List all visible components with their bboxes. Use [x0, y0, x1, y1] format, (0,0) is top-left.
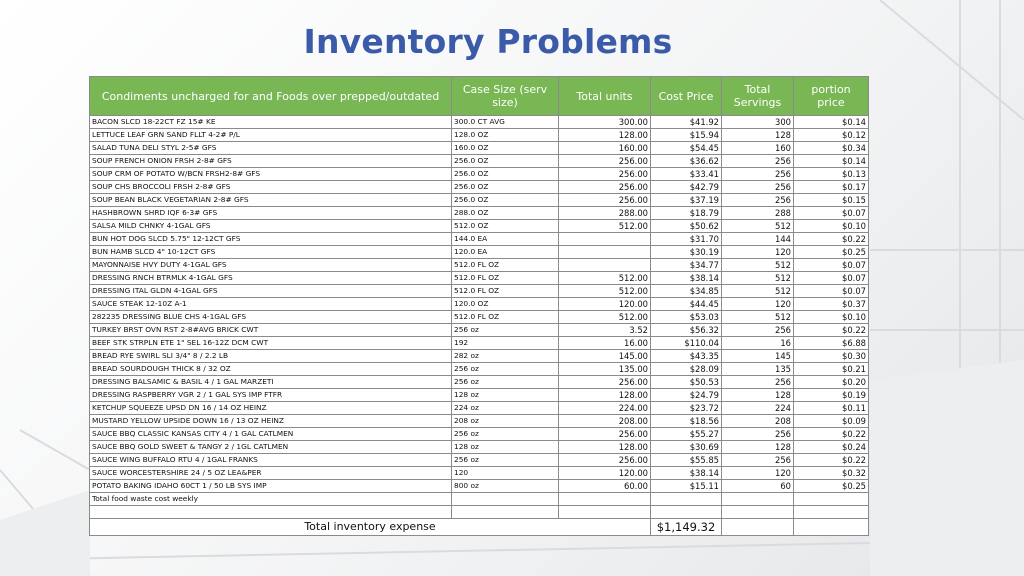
cell-total-units: 208.00: [559, 415, 651, 428]
cell-case-size: [452, 493, 559, 506]
cell-case-size: 256 oz: [452, 376, 559, 389]
table-row: [90, 207, 869, 220]
cell-total-units: 256.00: [559, 428, 651, 441]
col-header-total-servings: Total Servings: [722, 77, 794, 116]
cell-item-name: LETTUCE LEAF GRN SAND FLLT 4-2# P/L: [90, 129, 452, 142]
cell-total-units: 512.00: [559, 220, 651, 233]
cell-total-servings: 512: [722, 285, 794, 298]
col-header-total-units: Total units: [559, 77, 651, 116]
cell-case-size: 256.0 OZ: [452, 181, 559, 194]
cell-total-units: 3.52: [559, 324, 651, 337]
cell-item-name: SAUCE WING BUFFALO RTU 4 / 1GAL FRANKS: [90, 454, 452, 467]
table-row: [90, 155, 869, 168]
cell-total-units: 512.00: [559, 272, 651, 285]
cell-total-units: 128.00: [559, 389, 651, 402]
cell-portion-price: $0.22: [794, 428, 869, 441]
cell-total-units: 160.00: [559, 142, 651, 155]
cell-total-units: [559, 493, 651, 506]
cell-item-name: MAYONNAISE HVY DUTY 4-1GAL GFS: [90, 259, 452, 272]
cell-total-servings: 144: [722, 233, 794, 246]
table-row: [90, 350, 869, 363]
cell-total-servings: 512: [722, 311, 794, 324]
cell-cost-price: $56.32: [651, 324, 722, 337]
cell-case-size: 120.0 OZ: [452, 298, 559, 311]
cell-portion-price: $0.13: [794, 168, 869, 181]
table-row: [90, 415, 869, 428]
cell-item-name: POTATO BAKING IDAHO 60CT 1 / 50 LB SYS IMP: [90, 480, 452, 493]
cell-item-name: SALAD TUNA DELI STYL 2-5# GFS: [90, 142, 452, 155]
cell-case-size: 224 oz: [452, 402, 559, 415]
table-row: [90, 480, 869, 493]
cell-item-name: SAUCE BBQ GOLD SWEET & TANGY 2 / 1GL CATLMEN: [90, 441, 452, 454]
cell-portion-price: [794, 493, 869, 506]
total-row: [90, 519, 869, 536]
cell-item-name: BUN HAMB SLCD 4" 10-12CT GFS: [90, 246, 452, 259]
cell-item-name: HASHBROWN SHRD IQF 6-3# GFS: [90, 207, 452, 220]
cell-portion-price: $0.22: [794, 233, 869, 246]
cell-portion-price: $0.07: [794, 272, 869, 285]
cell-cost-price: $15.94: [651, 129, 722, 142]
table-row: [90, 363, 869, 376]
cell-case-size: 256 oz: [452, 363, 559, 376]
col-header-cost-price: Cost Price: [651, 77, 722, 116]
cell-case-size: 512.0 FL OZ: [452, 285, 559, 298]
cell-total-units: 128.00: [559, 441, 651, 454]
table-row: [90, 116, 869, 129]
table-row: [90, 311, 869, 324]
cell-cost-price: $41.92: [651, 116, 722, 129]
cell-cost-price: $31.70: [651, 233, 722, 246]
cell-portion-price: $0.09: [794, 415, 869, 428]
cell-total-servings: 128: [722, 441, 794, 454]
table-row: [90, 233, 869, 246]
cell-total-servings: 60: [722, 480, 794, 493]
cell-portion-price: $0.10: [794, 311, 869, 324]
cell-cost-price: $37.19: [651, 194, 722, 207]
cell-total-units: 512.00: [559, 311, 651, 324]
cell-total-servings: 160: [722, 142, 794, 155]
cell-item-name: DRESSING RNCH BTRMLK 4-1GAL GFS: [90, 272, 452, 285]
cell-total-servings: 128: [722, 129, 794, 142]
cell-item-name: Total food waste cost weekly: [90, 493, 452, 506]
cell-item-name: BREAD RYE SWIRL SLI 3/4" 8 / 2.2 LB: [90, 350, 452, 363]
cell-portion-price: $0.07: [794, 285, 869, 298]
cell-total-units: 256.00: [559, 454, 651, 467]
cell-portion-price: $0.32: [794, 467, 869, 480]
cell-portion-price: $0.20: [794, 376, 869, 389]
cell-total-units: [559, 233, 651, 246]
table-row: [90, 467, 869, 480]
cell-total-units: 256.00: [559, 376, 651, 389]
cell-item-name: BUN HOT DOG SLCD 5.75" 12-12CT GFS: [90, 233, 452, 246]
cell-portion-price: $0.19: [794, 389, 869, 402]
cell-total-units: 145.00: [559, 350, 651, 363]
table-row: [90, 337, 869, 350]
cell-case-size: 256 oz: [452, 454, 559, 467]
col-header-portion-price: portion price: [794, 77, 869, 116]
empty-cell: [559, 506, 651, 519]
cell-case-size: 300.0 CT AVG: [452, 116, 559, 129]
cell-total-units: 120.00: [559, 298, 651, 311]
cell-total-units: 256.00: [559, 168, 651, 181]
slide-title: Inventory Problems: [303, 22, 673, 61]
cell-portion-price: $0.22: [794, 454, 869, 467]
cell-total-servings: 135: [722, 363, 794, 376]
cell-item-name: TURKEY BRST OVN RST 2-8#AVG BRICK CWT: [90, 324, 452, 337]
cell-item-name: KETCHUP SQUEEZE UPSD DN 16 / 14 OZ HEINZ: [90, 402, 452, 415]
cell-total-units: 256.00: [559, 194, 651, 207]
table-row: [90, 428, 869, 441]
cell-total-servings: 300: [722, 116, 794, 129]
col-header-item: Condiments uncharged for and Foods over prepped/outdated: [90, 77, 452, 116]
table-header-row: [90, 77, 869, 116]
cell-total-units: 16.00: [559, 337, 651, 350]
cell-cost-price: $50.62: [651, 220, 722, 233]
cell-portion-price: $0.07: [794, 207, 869, 220]
table-row: [90, 220, 869, 233]
table-body: [90, 116, 869, 536]
cell-case-size: 512.0 FL OZ: [452, 259, 559, 272]
cell-portion-price: $0.22: [794, 324, 869, 337]
inventory-table: [89, 76, 869, 536]
cell-cost-price: $53.03: [651, 311, 722, 324]
cell-cost-price: $36.62: [651, 155, 722, 168]
cell-total-servings: 208: [722, 415, 794, 428]
cell-case-size: 800 oz: [452, 480, 559, 493]
cell-item-name: DRESSING RASPBERRY VGR 2 / 1 GAL SYS IMP FTFR: [90, 389, 452, 402]
table-row: [90, 181, 869, 194]
cell-total-servings: 512: [722, 272, 794, 285]
empty-cell: [722, 506, 794, 519]
table-row: [90, 493, 869, 506]
cell-cost-price: $34.85: [651, 285, 722, 298]
cell-total-servings: [722, 493, 794, 506]
cell-case-size: 120.0 EA: [452, 246, 559, 259]
empty-cell: [452, 506, 559, 519]
cell-item-name: SOUP FRENCH ONION FRSH 2-8# GFS: [90, 155, 452, 168]
spacer-row: [90, 506, 869, 519]
cell-portion-price: $6.88: [794, 337, 869, 350]
cell-portion-price: $0.12: [794, 129, 869, 142]
cell-cost-price: $18.79: [651, 207, 722, 220]
table-row: [90, 389, 869, 402]
cell-cost-price: $23.72: [651, 402, 722, 415]
cell-cost-price: $38.14: [651, 467, 722, 480]
empty-cell: [794, 519, 869, 536]
empty-cell: [90, 506, 452, 519]
cell-item-name: SAUCE STEAK 12-10Z A-1: [90, 298, 452, 311]
cell-total-servings: 16: [722, 337, 794, 350]
table-row: [90, 168, 869, 181]
cell-item-name: SAUCE WORCESTERSHIRE 24 / 5 OZ LEA&PER: [90, 467, 452, 480]
cell-case-size: 282 oz: [452, 350, 559, 363]
cell-total-units: [559, 259, 651, 272]
cell-total-servings: 256: [722, 194, 794, 207]
table-row: [90, 285, 869, 298]
cell-item-name: SOUP BEAN BLACK VEGETARIAN 2-8# GFS: [90, 194, 452, 207]
cell-total-units: 128.00: [559, 129, 651, 142]
cell-total-servings: 256: [722, 181, 794, 194]
cell-case-size: 256.0 OZ: [452, 155, 559, 168]
cell-cost-price: $44.45: [651, 298, 722, 311]
cell-total-units: 224.00: [559, 402, 651, 415]
table-row: [90, 259, 869, 272]
cell-case-size: 288.0 OZ: [452, 207, 559, 220]
cell-portion-price: $0.14: [794, 155, 869, 168]
cell-cost-price: $34.77: [651, 259, 722, 272]
cell-item-name: SAUCE BBQ CLASSIC KANSAS CITY 4 / 1 GAL CATLMEN: [90, 428, 452, 441]
table-row: [90, 324, 869, 337]
cell-total-servings: 256: [722, 454, 794, 467]
cell-case-size: 128 oz: [452, 389, 559, 402]
table-row: [90, 402, 869, 415]
cell-total-servings: 256: [722, 376, 794, 389]
cell-case-size: 512.0 OZ: [452, 220, 559, 233]
cell-item-name: BACON SLCD 18-22CT FZ 15# KE: [90, 116, 452, 129]
cell-case-size: 120: [452, 467, 559, 480]
cell-portion-price: $0.10: [794, 220, 869, 233]
cell-case-size: 128.0 OZ: [452, 129, 559, 142]
cell-cost-price: $24.79: [651, 389, 722, 402]
cell-case-size: 128 oz: [452, 441, 559, 454]
table-row: [90, 129, 869, 142]
table-row: [90, 272, 869, 285]
cell-item-name: 282235 DRESSING BLUE CHS 4-1GAL GFS: [90, 311, 452, 324]
cell-case-size: 512.0 FL OZ: [452, 272, 559, 285]
cell-item-name: BREAD SOURDOUGH THICK 8 / 32 OZ: [90, 363, 452, 376]
cell-item-name: MUSTARD YELLOW UPSIDE DOWN 16 / 13 OZ HEINZ: [90, 415, 452, 428]
cell-cost-price: $55.85: [651, 454, 722, 467]
cell-total-servings: 145: [722, 350, 794, 363]
table-row: [90, 441, 869, 454]
cell-cost-price: $38.14: [651, 272, 722, 285]
cell-total-servings: 256: [722, 155, 794, 168]
cell-portion-price: $0.24: [794, 441, 869, 454]
cell-case-size: 512.0 FL OZ: [452, 311, 559, 324]
cell-portion-price: $0.37: [794, 298, 869, 311]
cell-case-size: 160.0 OZ: [452, 142, 559, 155]
cell-total-units: 512.00: [559, 285, 651, 298]
cell-total-units: 288.00: [559, 207, 651, 220]
cell-cost-price: $50.53: [651, 376, 722, 389]
cell-cost-price: $15.11: [651, 480, 722, 493]
cell-cost-price: $30.69: [651, 441, 722, 454]
cell-total-units: 300.00: [559, 116, 651, 129]
cell-portion-price: $0.14: [794, 116, 869, 129]
cell-portion-price: $0.30: [794, 350, 869, 363]
cell-portion-price: $0.25: [794, 480, 869, 493]
cell-total-units: 60.00: [559, 480, 651, 493]
cell-total-servings: 224: [722, 402, 794, 415]
empty-cell: [794, 506, 869, 519]
col-header-case-size: Case Size (serv size): [452, 77, 559, 116]
cell-case-size: 256.0 OZ: [452, 168, 559, 181]
cell-cost-price: $30.19: [651, 246, 722, 259]
table-row: [90, 246, 869, 259]
cell-total-servings: 120: [722, 246, 794, 259]
cell-total-servings: 120: [722, 298, 794, 311]
table-row: [90, 454, 869, 467]
cell-portion-price: $0.34: [794, 142, 869, 155]
cell-item-name: DRESSING ITAL GLDN 4-1GAL GFS: [90, 285, 452, 298]
cell-total-servings: 512: [722, 220, 794, 233]
cell-case-size: 192: [452, 337, 559, 350]
cell-item-name: SALSA MILD CHNKY 4-1GAL GFS: [90, 220, 452, 233]
cell-total-units: 256.00: [559, 155, 651, 168]
cell-portion-price: $0.17: [794, 181, 869, 194]
cell-cost-price: $54.45: [651, 142, 722, 155]
cell-total-units: 135.00: [559, 363, 651, 376]
cell-cost-price: $33.41: [651, 168, 722, 181]
cell-cost-price: $42.79: [651, 181, 722, 194]
table-row: [90, 142, 869, 155]
empty-cell: [722, 519, 794, 536]
cell-item-name: DRESSING BALSAMIC & BASIL 4 / 1 GAL MARZETI: [90, 376, 452, 389]
cell-total-servings: 256: [722, 324, 794, 337]
cell-cost-price: $110.04: [651, 337, 722, 350]
cell-total-servings: 288: [722, 207, 794, 220]
cell-total-units: 120.00: [559, 467, 651, 480]
cell-total-servings: 512: [722, 259, 794, 272]
cell-case-size: 256 oz: [452, 428, 559, 441]
cell-portion-price: $0.21: [794, 363, 869, 376]
cell-case-size: 256.0 OZ: [452, 194, 559, 207]
cell-item-name: BEEF STK STRPLN ETE 1" SEL 16-12Z DCM CWT: [90, 337, 452, 350]
cell-case-size: 144.0 EA: [452, 233, 559, 246]
cell-total-servings: 128: [722, 389, 794, 402]
total-value: $1,149.32: [651, 519, 722, 536]
total-label: Total inventory expense: [90, 519, 651, 536]
cell-case-size: 208 oz: [452, 415, 559, 428]
empty-cell: [651, 506, 722, 519]
cell-cost-price: [651, 493, 722, 506]
table-row: [90, 298, 869, 311]
cell-total-units: 256.00: [559, 181, 651, 194]
cell-portion-price: $0.11: [794, 402, 869, 415]
cell-cost-price: $43.35: [651, 350, 722, 363]
table-row: [90, 194, 869, 207]
cell-cost-price: $55.27: [651, 428, 722, 441]
cell-portion-price: $0.07: [794, 259, 869, 272]
cell-cost-price: $28.09: [651, 363, 722, 376]
cell-item-name: SOUP CHS BROCCOLI FRSH 2-8# GFS: [90, 181, 452, 194]
table-row: [90, 376, 869, 389]
cell-portion-price: $0.15: [794, 194, 869, 207]
cell-item-name: SOUP CRM OF POTATO W/BCN FRSH2-8# GFS: [90, 168, 452, 181]
cell-total-servings: 120: [722, 467, 794, 480]
cell-total-servings: 256: [722, 168, 794, 181]
cell-case-size: 256 oz: [452, 324, 559, 337]
cell-portion-price: $0.25: [794, 246, 869, 259]
cell-cost-price: $18.56: [651, 415, 722, 428]
cell-total-units: [559, 246, 651, 259]
cell-total-servings: 256: [722, 428, 794, 441]
